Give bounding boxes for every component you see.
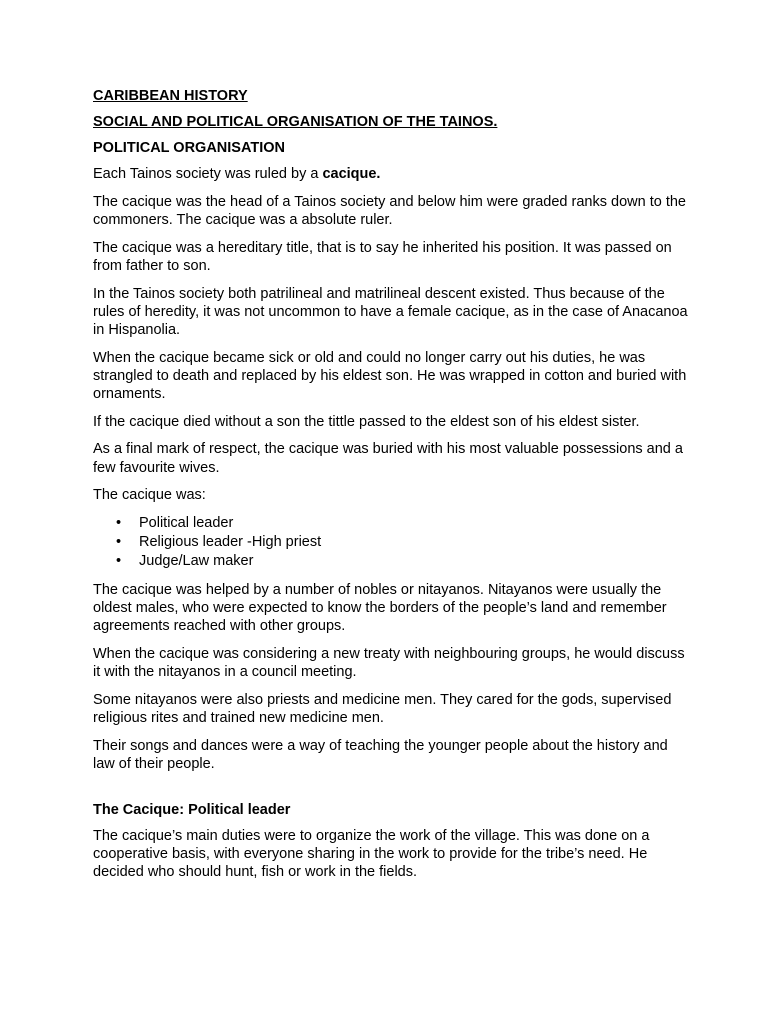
paragraph-text: Each Tainos society was ruled by a bbox=[93, 166, 323, 182]
bold-term-cacique: cacique. bbox=[322, 166, 381, 182]
paragraph-ruled-by-cacique bbox=[93, 165, 693, 183]
section-heading-political-leader: The Cacique: Political leader bbox=[93, 801, 291, 818]
bullet-icon: • bbox=[116, 515, 122, 532]
paragraph-replacement: When the cacique became sick or old and could no longer carry out his duties, he was strangled to death and replaced by his eldest son. He was wrapped in cotton and buried with ornaments. bbox=[93, 349, 687, 403]
document-title: CARIBBEAN HISTORY bbox=[93, 88, 248, 104]
section-heading-political-organisation: POLITICAL ORGANISATION bbox=[93, 140, 285, 156]
paragraph-descent: In the Tainos society both patrilineal and matrilineal descent existed. Thus because of the rules of heredity, it was not uncommon to have a female cacique, as in the case of Anacanoa in Hispanolia. bbox=[93, 285, 688, 338]
document-subtitle: SOCIAL AND POLITICAL ORGANISATION OF THE TAINOS. bbox=[93, 114, 498, 130]
paragraph-songs: Their songs and dances were a way of teaching the younger people about the history and law of their people. bbox=[93, 737, 668, 773]
list-item: • Political leader bbox=[116, 515, 234, 532]
paragraph-cacique-head: The cacique was the head of a Tainos society and below him were graded ranks down to the commoners. The cacique was a absolute ruler. bbox=[93, 193, 686, 228]
paragraph-treaty: When the cacique was considering a new treaty with neighbouring groups, he would discuss it with the nitayanos in a council meeting. bbox=[93, 646, 685, 681]
paragraph-priests: Some nitayanos were also priests and medicine men. They cared for the gods, supervised religious rites and trained new medicine men. bbox=[93, 692, 672, 727]
paragraph-nitayanos: The cacique was helped by a number of nobles or nitayanos. Nitayanos were usually the oldest males, who were expected to know the borders of the people’s land and remember agreements reached with other groups. bbox=[93, 582, 667, 635]
list-item: • Religious leader -High priest bbox=[116, 534, 322, 551]
spacer bbox=[93, 783, 693, 801]
paragraph-burial: As a final mark of respect, the cacique was buried with his most valuable possessions and a few favourite wives. bbox=[93, 441, 683, 476]
bullet-icon: • bbox=[116, 534, 122, 551]
list-item: • Judge/Law maker bbox=[116, 553, 254, 570]
bullet-icon: • bbox=[116, 553, 122, 570]
paragraph-main-duties: The cacique’s main duties were to organize the work of the village. This was done on a cooperative basis, with everyone sharing in the work to provide for the tribe’s need. He decided who should hunt, fish or work in the fields. bbox=[93, 827, 650, 881]
paragraph-cacique-was: The cacique was: bbox=[93, 487, 206, 504]
document-page bbox=[93, 87, 693, 891]
paragraph-no-son: If the cacique died without a son the tittle passed to the eldest son of his eldest sister. bbox=[93, 413, 640, 430]
roles-list bbox=[93, 514, 693, 571]
paragraph-hereditary-title: The cacique was a hereditary title, that is to say he inherited his position. It was passed on from father to son. bbox=[93, 239, 672, 274]
